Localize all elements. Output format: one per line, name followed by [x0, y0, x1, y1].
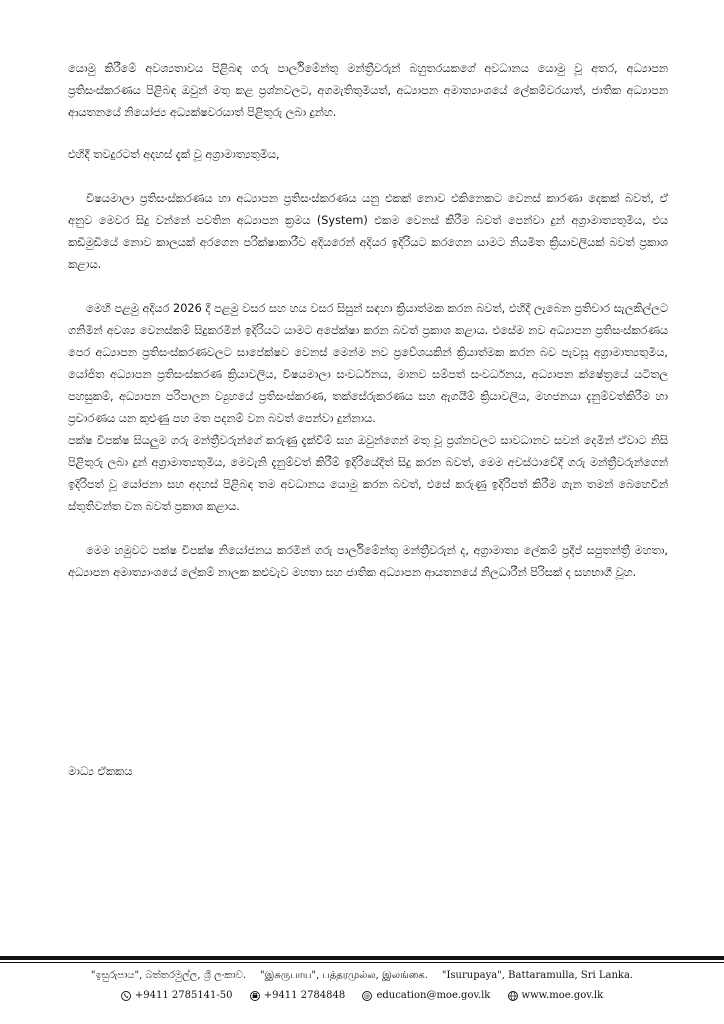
signature-media-unit: මාධ්‍ය ඒකකය: [68, 765, 133, 778]
phone-number: +9411 2785141-50: [134, 990, 233, 1001]
footer-divider-thin: [0, 962, 724, 963]
address-tamil: "இசுருபாய", பத்தரமுல்ல, இலங்கை.: [260, 970, 428, 981]
paragraph-5: පක්ෂ විපක්ෂ සියලුම ගරු මන්ත්‍රීවරුන්ගේ කරුණු දැක්වීම් සහ ඔවුන්ගෙන් මතු වූ ප්‍රශ්නවලට සාවධානව සවන් දෙමින් ඒවාට නිසි පිළිතුරු ලබා දුන් අග්‍රාමාත්‍යතුමිය, මෙවැනි දැනුම්වත් කිරීම් ඉදිරියේදිත් සිදු කරන බවත්, මෙම අවස්ථාවේදී ගරු මන්ත්‍රීවරුන්ගෙන් ඉදිරිපත් වූ යෝජනා සහ අදහස් පිළිබඳ තම අවධානය යොමු කරන බවත්, එසේ කරුණු ඉදිරිපත් කිරීම ගැන තමන් බෙහෙවින් ස්තුතිවන්ත වන බවත් ප්‍රකාශ කළාය.: [68, 434, 668, 513]
contact-website[interactable]: [508, 988, 604, 1004]
email-icon: [362, 991, 372, 1001]
fax-number: +9411 2784848: [263, 990, 346, 1001]
contact-phone: [121, 988, 233, 1004]
footer-divider-thick: [0, 956, 724, 960]
website-url[interactable]: www.moe.gov.lk: [521, 990, 604, 1001]
address-sinhala: "ඉසුරුපාය", බත්තරමුල්ල, ශ්‍රී ලංකාව.: [90, 970, 247, 981]
fax-icon: [250, 991, 260, 1001]
address-english: "Isurupaya", Battaramulla, Sri Lanka.: [441, 970, 634, 981]
footer-contacts: [0, 988, 724, 1007]
globe-icon: [508, 991, 518, 1001]
phone-icon: [121, 991, 131, 1001]
paragraph-2: එහිදී තවදුරටත් අදහස් දැක් වූ අග්‍රාමාත්‍යතුමිය,: [68, 148, 280, 161]
contact-email[interactable]: [362, 988, 490, 1004]
document-body: [68, 58, 668, 584]
paragraph-3: විෂයමාලා ප්‍රතිසංස්කරණය හා අධ්‍යාපන ප්‍රතිසංස්කරණය යනු එකක් නොව එකිනෙකට වෙනස් කාරණා දෙකක් බවත්, ඒ අනුව මෙවර සිදු වන්නේ පවතින අධ්‍යාපන ක්‍රමය (System) එකම වෙනස් කිරීම බවත් පෙන්වා දුන් අග්‍රාමාත්‍යතුමිය, එය කඩිමුඩියේ නොව කාලයක් අරගෙන පරික්ෂාකාරීව අදියරෙන් අදියර ඉදිරියට කරගෙන යාමට නියමිත ක්‍රියාවලියක් බවත් ප්‍රකාශ කළාය.: [68, 192, 668, 271]
email-address[interactable]: education@moe.gov.lk: [376, 990, 491, 1001]
paragraph-1: යොමු කිරීමේ අවශ්‍යතාවය පිළිබඳ ගරු පාර්ලිමේන්තු මන්ත්‍රීවරුන් බහුතරයකගේ අවධානය යොමු වූ අතර, අධ්‍යාපන ප්‍රතිසංස්කරණය පිළිබඳ ඔවුන් මතු කළ ප්‍රශ්නවලට, අගමැතිතුමියත්, අධ්‍යාපන අමාත්‍යාංශයේ ලේකම්වරයාත්, ජාතික අධ්‍යාපන ආයතනයේ නියෝජ්‍ය අධ්‍යක්ෂවරයාත් පිළිතුරු ලබා දුන්හ.: [68, 62, 668, 119]
footer-address: [0, 968, 724, 984]
paragraph-6: මෙම හමුවට පක්ෂ විපක්ෂ නියෝජනය කරමින් ගරු පාර්ලිමේන්තු මන්ත්‍රීවරුන් ද, අග්‍රාමාත්‍ය ලේකම් ප්‍රදීප් සපුතන්ත්‍රී මහතා, අධ්‍යාපන අමාත්‍යාංශයේ ලේකම් නාලක කළුවැව මහතා සහ ජාතික අධ්‍යාපන ආයතනයේ නිලධාරීන් පිරිසක් ද සහභාගී වූහ.: [68, 544, 668, 579]
svg-text:@: @: [364, 993, 371, 1001]
paragraph-4: මෙහි පළමු අදියර 2026 දී පළමු වසර සහ හය වසර සිසුන් සඳහා ක්‍රියාත්මක කරන බවත්, එහිදී ලැබෙන ප්‍රතිචාර සැලකිල්ලට ගනිමින් අවශ්‍ය වෙනස්කම් සිදුකරමින් ඉදිරියට යාමට අපේක්ෂා කරන බවත් ප්‍රකාශ කළාය. එසේම නව අධ්‍යාපන ප්‍රතිසංස්කරණය පෙර අධ්‍යාපන ප්‍රතිසංස්කරණවලට සාපේක්ෂව වෙනස් මෙන්ම නව ප්‍රවේශයකින් ක්‍රියාත්මක කරන බව පැවසූ අග්‍රාමාත්‍යතුමිය, යෝජිත අධ්‍යාපන ප්‍රතිසංස්කරණ ක්‍රියාවලිය, විෂයමාලා සංවර්ධනය, මානව සම්පත් සංවර්ධනය, අධ්‍යාපන ක්ෂේත්‍රයේ යටිතල පහසුකම්, අධ්‍යාපන පරිපාලන ව්‍යුහයේ ප්‍රතිසංස්කරණ, තක්සේරුකරණය සහ ඇගයීම් ක්‍රියාවලිය, මහජනයා දැනුම්වත්කිරීම හා ප්‍රචාරණය යන කුළුණු පහ මත පදනම් වන බවත් පෙන්වා දුන්නාය.: [68, 302, 668, 425]
contact-fax: [250, 988, 346, 1004]
